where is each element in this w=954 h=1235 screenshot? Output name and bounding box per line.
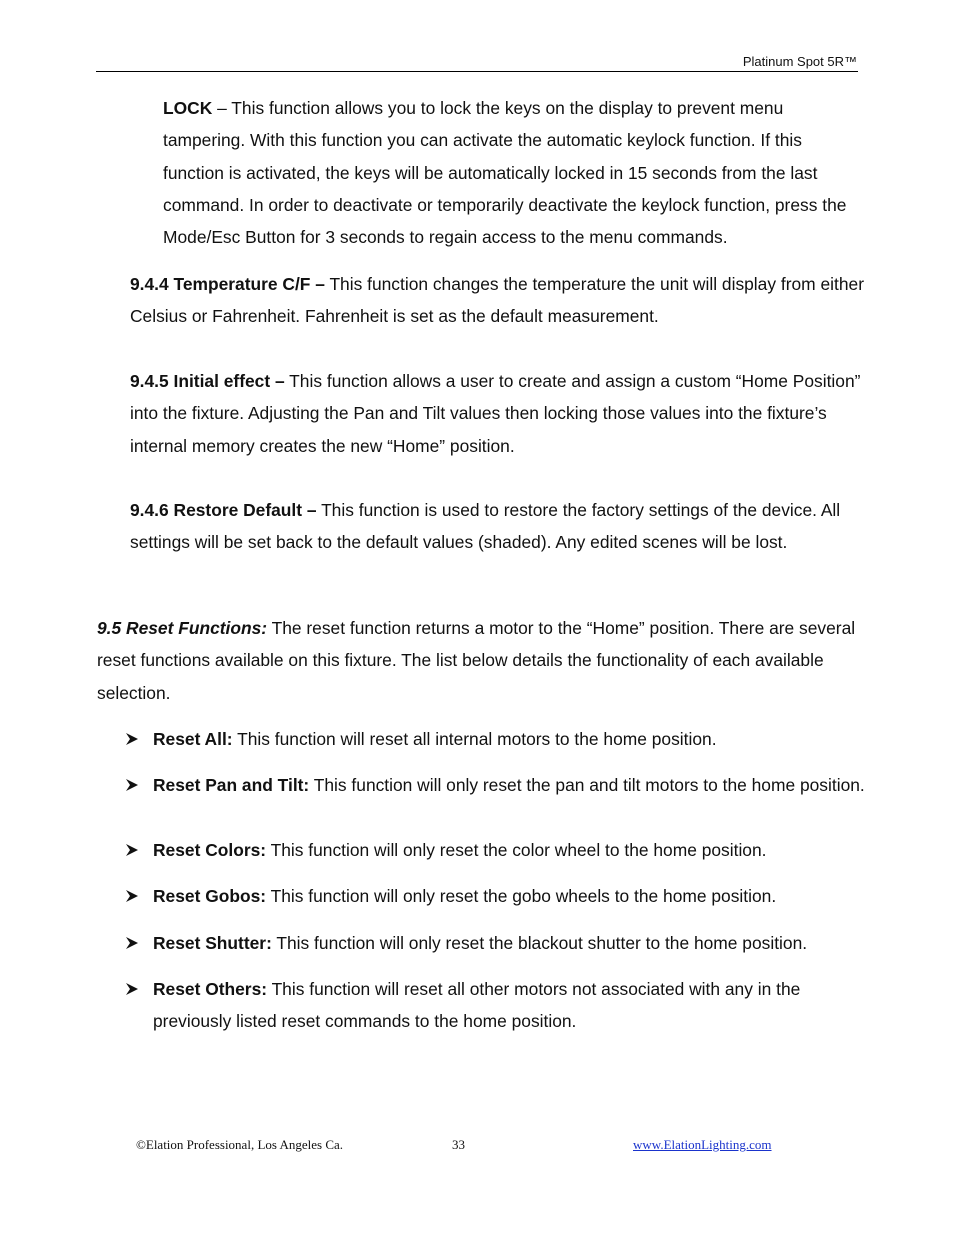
reset-functions-paragraph [97,612,862,709]
initial-effect-text: This function allows a user to create and assign a custom “Home Position” into the fixture. Adjusting the Pan and Tilt values then locking those values into the fixture’s internal memory creates the new “Home” position. [130,371,861,456]
bullet-text: This function will only reset the color wheel to the home position. [266,840,767,860]
bullet-label: Reset Gobos: [153,886,267,906]
lock-label: LOCK [163,98,213,118]
arrowhead-bullet-icon [125,973,145,996]
bullet-text: This function will reset all internal motors to the home position. [232,729,717,749]
reset-functions-text: The reset function returns a motor to the “Home” position. There are several reset functions available on this fixture. The list below details the functionality of each available selection. [97,618,856,703]
lock-text: – This function allows you to lock the keys on the display to prevent menu tampering. With this function you can activate the automatic keylock function. If this function is activated, the keys will be automatically locked in 15 seconds from the last command. In order to deactivate or temporarily deactivate the keylock function, press the Mode/Esc Button for 3 seconds to regain access to the menu commands. [163,98,847,248]
temperature-label: 9.4.4 Temperature C/F – [130,274,325,294]
restore-default-label: 9.4.6 Restore Default – [130,500,317,520]
bullet-text: This function will reset all other motors not associated with any in the previously listed reset commands to the home position. [153,979,801,1032]
temperature-paragraph [130,268,870,333]
temperature-text: This function changes the temperature the unit will display from either Celsius or Fahrenheit. Fahrenheit is set as the default measurement. [130,274,864,327]
header-rule [96,71,858,72]
bullet-label: Reset All: [153,729,233,749]
footer-copyright: ©Elation Professional, Los Angeles Ca. [136,1137,344,1152]
restore-default-paragraph [130,494,870,559]
footer-page-number: 33 [452,1137,465,1152]
bullet-label: Reset Pan and Tilt: [153,775,310,795]
bullet-label: Reset Others: [153,979,268,999]
restore-default-text: This function is used to restore the factory settings of the device. All settings will be set back to the default values (shaded). Any edited scenes will be lost. [130,500,841,553]
bullet-label: Reset Colors: [153,840,267,860]
initial-effect-label: 9.4.5 Initial effect – [130,371,285,391]
arrowhead-bullet-icon [125,769,145,792]
header-title: Platinum Spot 5R™ [742,54,857,69]
arrowhead-bullet-icon [125,880,145,903]
bullet-label: Reset Shutter: [153,933,272,953]
bullet-text: This function will only reset the blackout shutter to the home position. [271,933,808,953]
bullet-text: This function will only reset the pan and tilt motors to the home position. [309,775,865,795]
arrowhead-bullet-icon [125,723,145,746]
footer-website-link[interactable]: www.ElationLighting.com [633,1137,772,1152]
lock-paragraph [163,92,863,253]
reset-functions-label: 9.5 Reset Functions: [97,618,268,638]
arrowhead-bullet-icon [125,927,145,950]
initial-effect-paragraph [130,365,870,462]
arrowhead-bullet-icon [125,834,145,857]
bullet-text: This function will only reset the gobo wheels to the home position. [266,886,777,906]
